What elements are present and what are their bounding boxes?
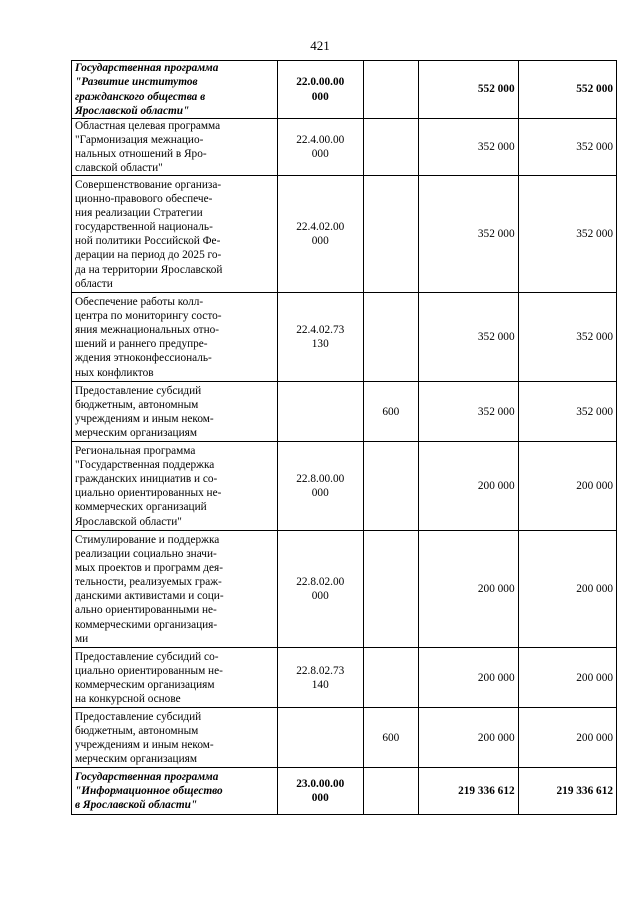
target-article-code-cell — [277, 708, 363, 768]
target-article-code-cell: 22.8.02.73 140 — [277, 648, 363, 708]
table-row — [72, 119, 617, 176]
table-row — [72, 293, 617, 382]
target-article-code-cell: 22.4.00.00 000 — [277, 119, 363, 176]
row-name-cell: Совершенствование организа- ционно-правового обеспече- ния реализации Стратегии государственной националь- ной политики Российской Фе- дерации на период до 2025 го- да на территории Ярославской области — [72, 176, 278, 293]
row-name-cell: Предоставление субсидий бюджетным, автономным учреждениям и иным неком- мерческим организациям — [72, 708, 278, 768]
row-name-cell: Предоставление субсидий со- циально ориентированным не- коммерческим организациям на конкурсной основе — [72, 648, 278, 708]
row-name-cell: Региональная программа "Государственная поддержка гражданских инициатив и со- циально ориентированных не- коммерческих организаций Ярославской области" — [72, 442, 278, 531]
amount-year1-cell: 352 000 — [419, 119, 519, 176]
expense-type-cell — [363, 119, 419, 176]
amount-year2-cell: 200 000 — [518, 648, 616, 708]
target-article-code-cell: 22.8.00.00 000 — [277, 442, 363, 531]
table-row — [72, 531, 617, 648]
amount-year1-cell: 552 000 — [419, 61, 519, 119]
expense-type-cell — [363, 293, 419, 382]
amount-year1-cell: 200 000 — [419, 708, 519, 768]
amount-year2-cell: 200 000 — [518, 442, 616, 531]
table-row — [72, 176, 617, 293]
expense-type-cell — [363, 648, 419, 708]
target-article-code-cell: 22.8.02.00 000 — [277, 531, 363, 648]
amount-year1-cell: 219 336 612 — [419, 768, 519, 815]
expense-type-cell — [363, 768, 419, 815]
target-article-code-cell — [277, 382, 363, 442]
amount-year1-cell: 352 000 — [419, 176, 519, 293]
row-name-cell: Государственная программа "Информационное общество в Ярославской области" — [72, 768, 278, 815]
program-row — [72, 768, 617, 815]
amount-year2-cell: 200 000 — [518, 708, 616, 768]
row-name-cell: Областная целевая программа "Гармонизация межнацио- нальных отношений в Яро- славской области" — [72, 119, 278, 176]
target-article-code-cell: 22.4.02.73 130 — [277, 293, 363, 382]
amount-year1-cell: 352 000 — [419, 382, 519, 442]
amount-year1-cell: 200 000 — [419, 531, 519, 648]
program-row — [72, 61, 617, 119]
table-row — [72, 648, 617, 708]
amount-year2-cell: 352 000 — [518, 382, 616, 442]
amount-year1-cell: 352 000 — [419, 293, 519, 382]
amount-year2-cell: 219 336 612 — [518, 768, 616, 815]
target-article-code-cell: 23.0.00.00 000 — [277, 768, 363, 815]
amount-year2-cell: 552 000 — [518, 61, 616, 119]
amount-year2-cell: 200 000 — [518, 531, 616, 648]
expense-type-cell — [363, 176, 419, 293]
budget-table-body — [72, 61, 617, 815]
expense-type-cell: 600 — [363, 708, 419, 768]
amount-year1-cell: 200 000 — [419, 442, 519, 531]
target-article-code-cell: 22.4.02.00 000 — [277, 176, 363, 293]
row-name-cell: Предоставление субсидий бюджетным, автономным учреждениям и иным неком- мерческим организациям — [72, 382, 278, 442]
amount-year2-cell: 352 000 — [518, 119, 616, 176]
table-row — [72, 382, 617, 442]
amount-year1-cell: 200 000 — [419, 648, 519, 708]
row-name-cell: Стимулирование и поддержка реализации социально значи- мых проектов и программ дея- тельности, реализуемых граж- данскими активистами и соци- ально ориентированными не- коммерческими организация- ми — [72, 531, 278, 648]
expense-type-cell — [363, 531, 419, 648]
expense-type-cell: 600 — [363, 382, 419, 442]
row-name-cell: Государственная программа "Развитие институтов гражданского общества в Ярославской области" — [72, 61, 278, 119]
expense-type-cell — [363, 61, 419, 119]
target-article-code-cell: 22.0.00.00 000 — [277, 61, 363, 119]
amount-year2-cell: 352 000 — [518, 176, 616, 293]
amount-year2-cell: 352 000 — [518, 293, 616, 382]
budget-table — [71, 60, 617, 815]
row-name-cell: Обеспечение работы колл- центра по мониторингу состо- яния межнациональных отно- шений и раннего предупре- ждения этноконфессиональ- ных конфликтов — [72, 293, 278, 382]
table-row — [72, 442, 617, 531]
page-number: 421 — [310, 38, 330, 53]
table-row — [72, 708, 617, 768]
expense-type-cell — [363, 442, 419, 531]
